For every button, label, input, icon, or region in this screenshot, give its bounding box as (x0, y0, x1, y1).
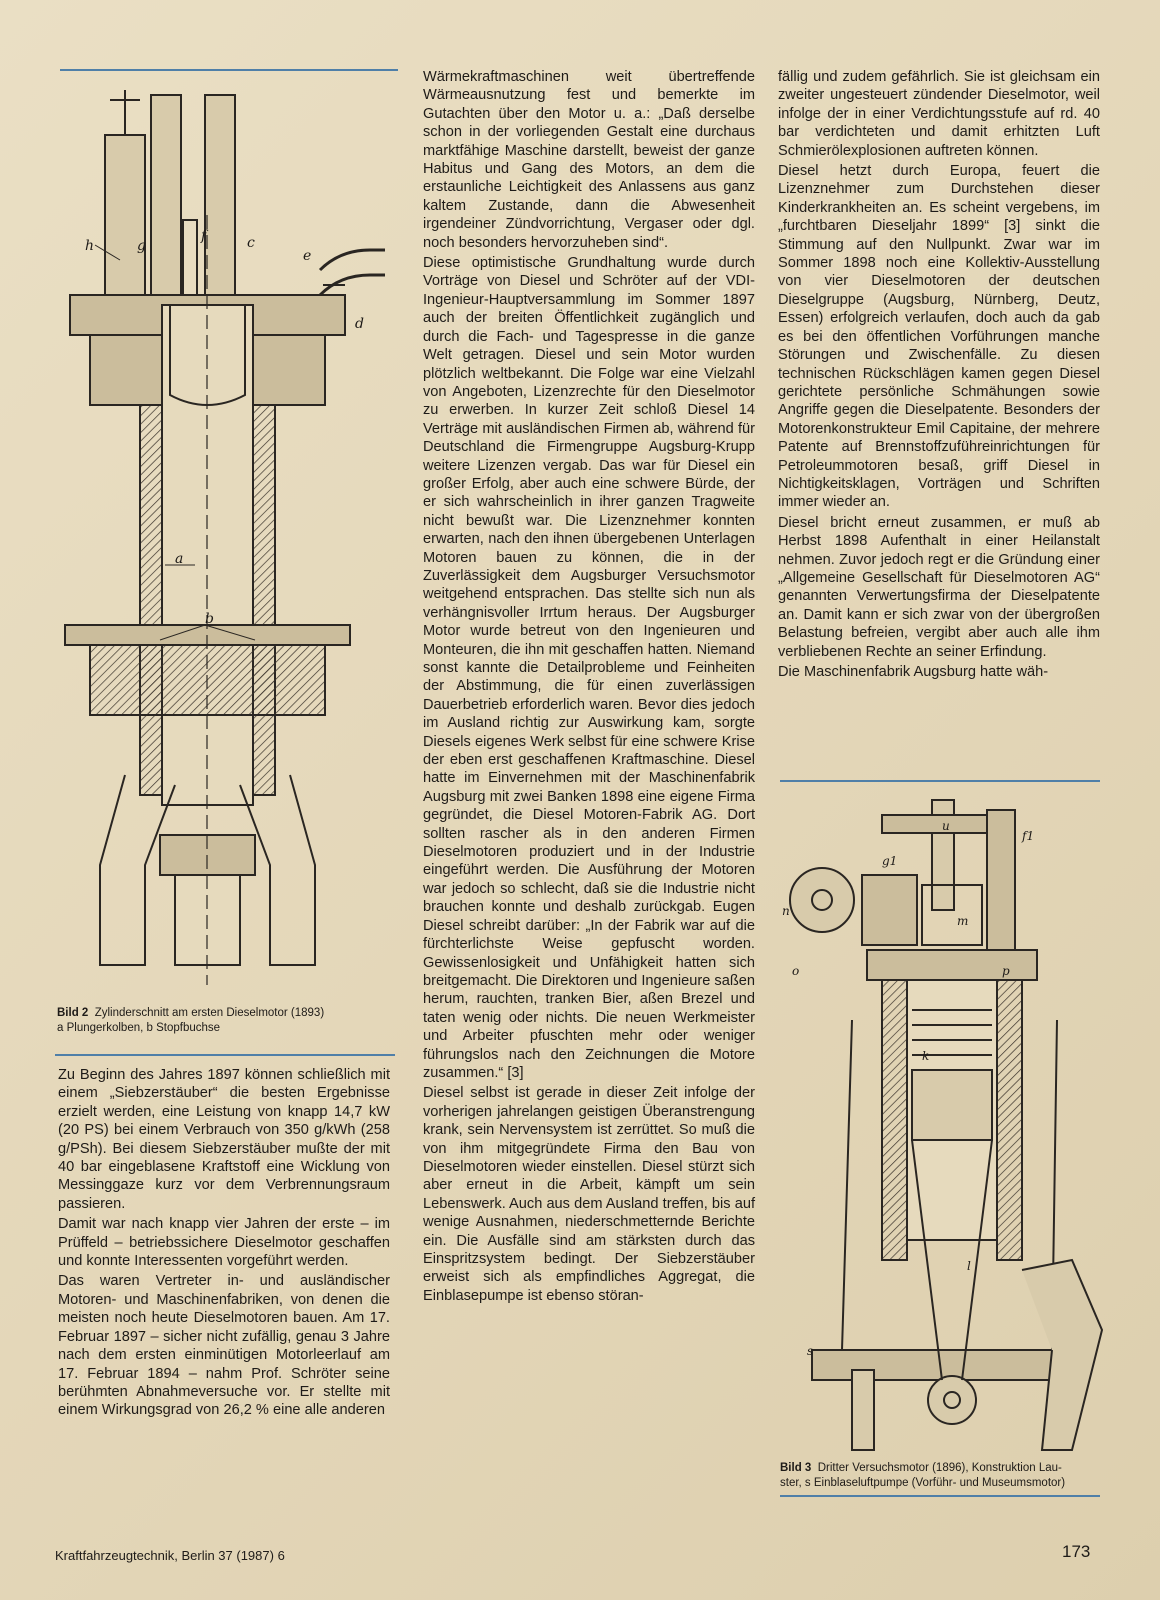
fig3-label-s: s (807, 1344, 814, 1358)
fig3-label-n: n (782, 904, 790, 918)
fig3-caption-line2: ster, s Einblaseluftpumpe (Vorführ- und Museumsmotor) (780, 1477, 1066, 1489)
fig3-caption-line1: Dritter Versuchsmotor (1896), Konstruktion Lau- (817, 1462, 1062, 1474)
fig2-label-b: b (205, 611, 214, 627)
col3-para-1: fällig und zudem gefährlich. Sie ist gleichsam ein zweiter ungesteuert zündender Dieselmotor, weil infolge der in einer Verdichtungsstufe auf rd. 40 bar verdichteten und damit erhitzten Luft Schmierölexplosionen auftreten können. (778, 69, 1100, 159)
fig2-label: Bild 2 (57, 1007, 89, 1019)
fig3-label-f1: f1 (1022, 829, 1035, 843)
fig2-label-h: h (85, 238, 95, 254)
fig3-label-o: o (792, 964, 800, 978)
col2-para-2: Diese optimistische Grundhaltung wurde durch Vorträge von Diesel und Schröter auf der VDI-Ingenieur-Hauptversammlung im Sommer 1897 auch der breiten Öffentlichkeit zugänglich und durch die Fach- und Tagespresse in die ganze Welt getragen. Diesel und sein Motor wurden plötzlich weltbekannt. Die Folge war eine Vielzahl von Angeboten, Lizenzrechte für den Dieselmotor zu erwerben. In kurzer Zeit schloß Diesel 14 Verträge mit ausländischen Firmen ab, während für Deutschland die Firmengruppe Augsburg-Krupp weitere Lizenzen vergab. Das war für Diesel ein großer Erfolg, aber auch eine schwere Bürde, der er sich wahrscheinlich in ihrer ganzen Tragweite nicht bewußt war. Die Lizenznehmer konnten erwarten, nach den ihnen übergebenen Unterlagen Motoren bauen zu können, die in der Zuverlässigkeit dem Augsburger Versuchsmotor weitgehend entsprachen. Das stellte sich nun als verhängnisvoller Irrtum heraus. Der Augsburger Motor wurde betreut von den Ingenieuren und Monteuren, die ihn mit geschaffen hatten. Niemand sonst kannte die Detailprobleme und Feinheiten der Abstimmung, die für einen zuverlässigen Dauerbetrieb erforderlich waren. Bevor dies jedoch im Ausland richtig zur Auswirkung kam, sorgte Diesels eigenes Werk selbst für eine schwere Krise der eben erst geschaffenen Kraftmaschine. Diesel hatte im Einvernehmen mit der Maschinenfabrik Augsburg mit zwei Banken 1898 eine eigene Firma gegründet, die Diesel Motoren-Fabrik AG. Dort sollten rascher als in den anderen Firmen Dieselmotoren produziert und in der Industrie eingeführt werden. Die Ausführung der Motoren war jedoch so schlecht, daß sie die Industrie nicht brauchen konnte und deshalb zurückgab. Eugen Diesel schreibt darüber: „In der Fabrik war auf die fürchterlichste Weise gepfuscht worden. Gewissenlosigkeit und Unfähigkeit hatten sich breitgemacht. Die Direktoren und Ingenieure saßen herum, rauchten, tranken Bier, aßen Brezel und taten wenig oder nichts. Die neuen Werkmeister und Arbeiter pfuschten mehr oder weniger führungslos nach den Zeichnungen die Motore zusammen.“ [3] (423, 255, 755, 1081)
col1-para-1: Zu Beginn des Jahres 1897 können schließlich mit einem „Siebzerstäuber“ die besten Ergebnisse erzielt werden, eine Leistung von knapp 14,7 kW (20 PS) bei einem Verbrauch von 350 g/kWh (258 g/PSh). Bei diesem Siebzerstäuber mußte der mit 40 bar eingeblasene Kraftstoff eine Wicklung von Messinggaze kurz vor dem Verbrennungsraum passieren. (58, 1067, 390, 1212)
fig2-label-c: c (247, 235, 255, 251)
page-number: 173 (1062, 1542, 1091, 1561)
fig2-label-a: a (175, 551, 184, 567)
fig2-label-g: g (137, 238, 146, 254)
fig2-label-f: f (201, 228, 207, 244)
fig2-label-e: e (303, 248, 312, 264)
rule-fig3-top (780, 780, 1100, 782)
col3-para-3: Diesel bricht erneut zusammen, er muß ab Herbst 1898 Aufenthalt in einer Heilanstalt nehmen. Zuvor jedoch regt er die Gründung einer „Allgemeine Gesellschaft für Dieselmotoren AG“ genannten Verwertungsfirma der Dieselpatente an. Damit kann er sich zwar von der übergroßen Belastung befreien, vergibt aber auch alle ihm verbliebenen Rechte an seiner Erfindung. (778, 514, 1100, 660)
fig3-label-u: u (942, 819, 950, 833)
fig2-caption-line2: a Plungerkolben, b Stopfbuchse (57, 1022, 221, 1034)
fig2-caption-line1: Zylinderschnitt am ersten Dieselmotor (1893) (94, 1007, 325, 1019)
col3-para-2: Diesel hetzt durch Europa, feuert die Lizenznehmer zum Durchstehen dieser Kinderkrankheiten an. Es scheint vergebens, im „furchtbaren Dieseljahr 1899“ [3] sinkt die Stimmung auf den Nullpunkt. Zwar war im Sommer 1898 noch eine Kollektiv-Ausstellung von vier Dieselmotoren der deutschen Dieselgruppe (Augsburg, Nürnberg, Deutz, Essen) erfolgreich verlaufen, doch auch da gab es bei den öffentlichen Vorführungen manche Störungen und Zwischenfälle. Zu diesen technischen Rückschlägen kamen gegen Diesel gerichtete persönliche Schmähungen sowie Angriffe gegen die Dieselpatente. Besonders der Motorenkonstrukteur Emil Capitaine, der mehrere Patente auf Brennstoffzuführeinrichtungen für Petroleummotoren besaß, griff Diesel in Nichtigkeitsklagen, Vorträgen und Schriften immer wieder an. (778, 163, 1100, 511)
fig3-label-g1: g1 (882, 854, 898, 868)
col3-para-4: Die Maschinenfabrik Augsburg hatte wäh- (778, 664, 1049, 680)
figure-3-drawing (782, 790, 1107, 1460)
fig2-label-d: d (355, 316, 364, 332)
figure-2-drawing (55, 85, 395, 990)
col2-para-3: Diesel selbst ist gerade in dieser Zeit infolge der vorherigen jahrelangen geistigen Überanstrengung krank, sein Nervensystem ist zerrüttet. So muß die von ihm mitgegründete Firma den Bau von Dieselmotoren wieder einstellen. Diesel stürzt sich aber erneut in die Arbeit, kämpft um sein Lebenswerk. Auch aus dem Ausland treffen, bis auf wenige Ausnahmen, niederschmetternde Berichte ein. Die Ausfälle sind am stärksten durch das Einspritzsystem bedingt. Der Siebzerstäuber erweist sich als empfindliches Aggregat, die Einblasepumpe ist ebenso störan- (423, 1085, 755, 1304)
figure-3-caption (780, 1461, 1110, 1491)
journal-citation: Kraftfahrzeugtechnik, Berlin 37 (1987) 6 (55, 1548, 285, 1563)
col1-para-3: Das waren Vertreter in- und ausländischer Motoren- und Maschinenfabriken, von denen die meisten noch heute Dieselmotoren bauen. Am 17. Februar 1897 – sicher nicht zufällig, genau 3 Jahre nach dem ersten einminütigen Motorleerlauf am 17. Februar 1894 – nahm Prof. Schröter seine berühmten Abnahmeversuche vor. Er stellte mit einem Wirkungsgrad von 26,2 % eine alle anderen (58, 1273, 390, 1419)
col1-para-2: Damit war nach knapp vier Jahren der erste – im Prüffeld – betriebssichere Dieselmotor geschaffen und konnte Interessenten vorgeführt werden. (58, 1216, 390, 1270)
rule-caption2 (55, 1054, 395, 1056)
fig3-label-k: k (922, 1049, 930, 1063)
column-2-text (423, 68, 755, 1307)
column-1-text (58, 1066, 390, 1422)
fig3-label-l: l (967, 1259, 971, 1273)
col2-para-1: Wärmekraftmaschinen weit übertreffende Wärmeausnutzung fest und bemerkte im Gutachten über den Motor u. a.: „Daß derselbe schon in der vorliegenden Gestalt eine durchaus marktfähige Maschine darstellt, beweist der ganze Habitus und Gang des Motors, an dem die erstaunliche Leichtigkeit des Anlassens aus ganz kaltem Zustande, dann die Abwesenheit irgendeiner Zündvorrichtung, Vergaser oder dgl. noch besonders hervorzuheben sind“. (423, 69, 755, 251)
fig3-label-p: p (1002, 964, 1010, 978)
figure-2-caption (57, 1006, 387, 1036)
rule-fig3-bottom (780, 1495, 1100, 1497)
fig3-label: Bild 3 (780, 1462, 812, 1474)
rule-top-col1 (60, 69, 398, 71)
column-3-text (778, 68, 1100, 683)
fig3-label-m: m (957, 914, 969, 928)
